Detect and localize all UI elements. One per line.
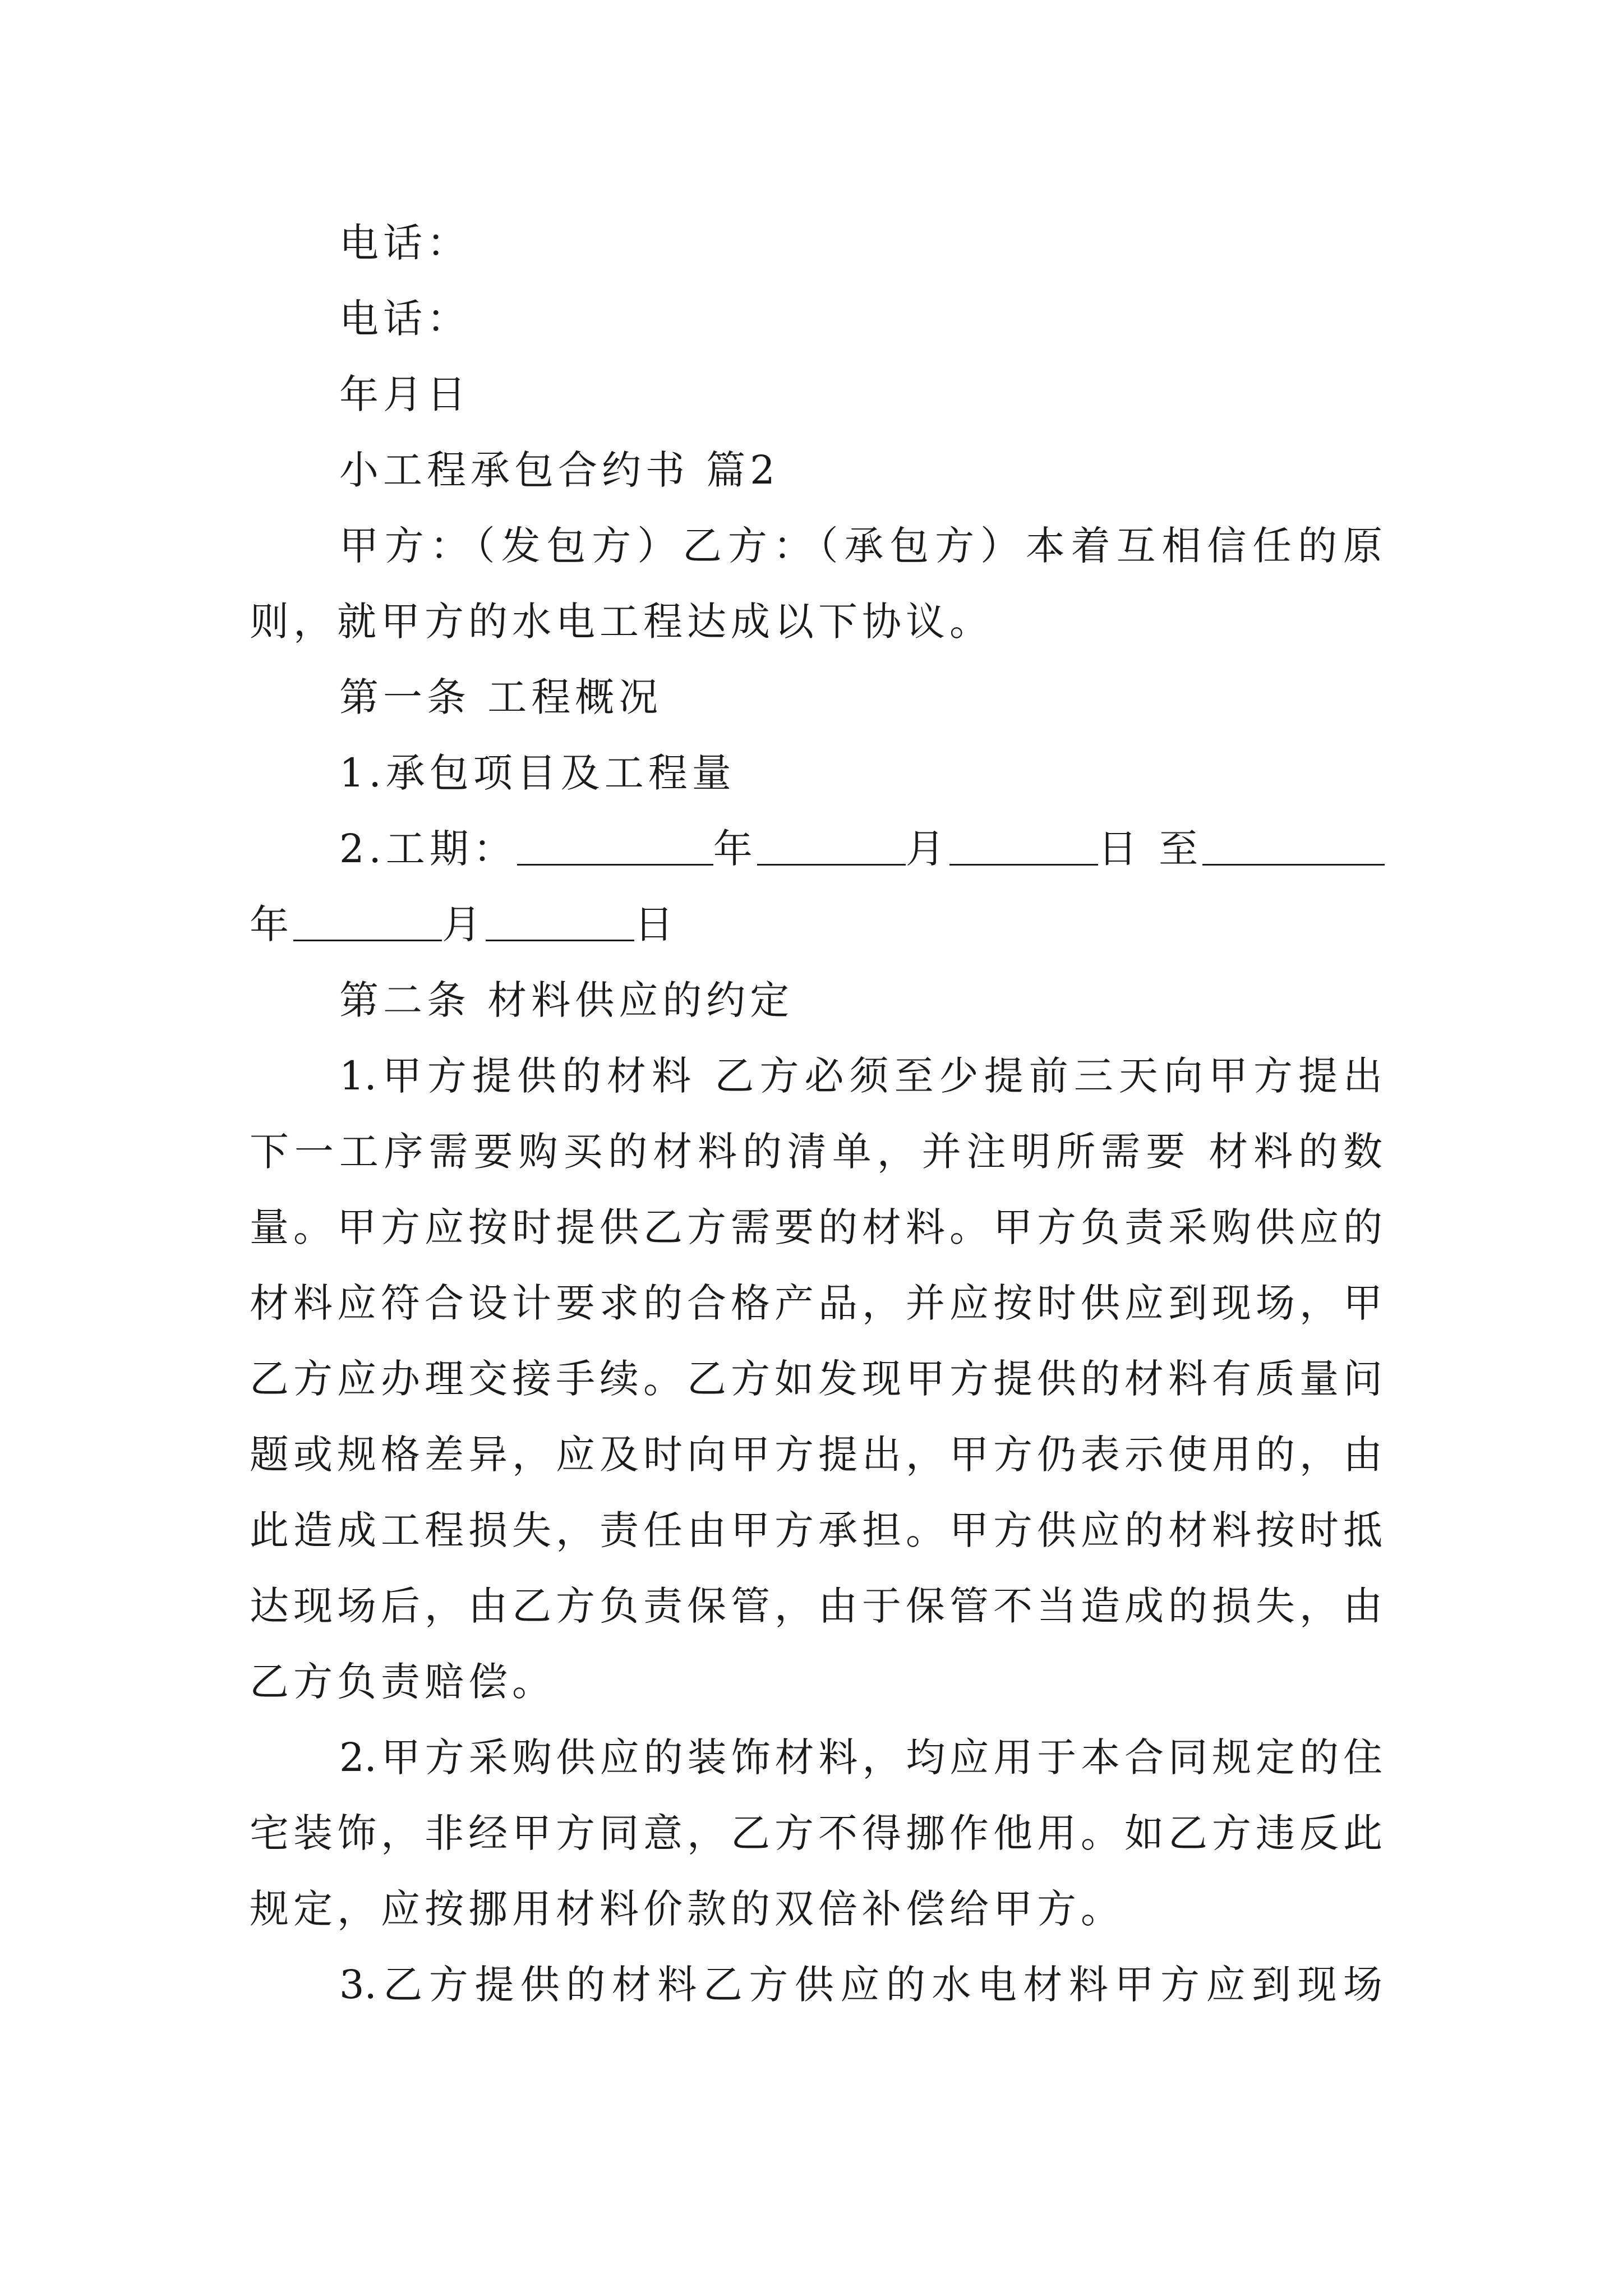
- paragraph-line: 则，就甲方的水电工程达成以下协议。: [250, 599, 993, 645]
- blank-line: [949, 829, 1098, 866]
- blank-line: [757, 829, 906, 866]
- blank-line: [517, 829, 713, 866]
- year-label: 年: [713, 826, 757, 872]
- month-label: 月: [905, 826, 949, 872]
- paragraph-line: 1.甲方提供的材料 乙方必须至少提前三天向甲方提出: [339, 1053, 1382, 1099]
- work-period-line-continued: [250, 899, 1382, 950]
- phone-label-1: 电话：: [339, 220, 471, 266]
- to-label: 至: [1159, 826, 1203, 872]
- date-label: 年月日: [339, 371, 471, 417]
- work-period-line: [339, 823, 1382, 874]
- article-2-heading: 第二条 材料供应的约定: [339, 977, 794, 1023]
- blank-line: [293, 905, 442, 941]
- paragraph-line: 量。甲方应按时提供乙方需要的材料。甲方负责采购供应的: [250, 1204, 1382, 1250]
- paragraph-line: 题或规格差异，应及时向甲方提出，甲方仍表示使用的，由: [250, 1432, 1382, 1478]
- paragraph-line: 2.甲方采购供应的装饰材料，均应用于本合同规定的住: [339, 1734, 1382, 1780]
- paragraph-line: 规定，应按挪用材料价款的双倍补偿给甲方。: [250, 1886, 1124, 1932]
- work-period-label: 2.工期：: [339, 826, 517, 872]
- paragraph-line: 乙方应办理交接手续。乙方如发现甲方提供的材料有质量问: [250, 1356, 1382, 1402]
- phone-label-2: 电话：: [339, 296, 471, 342]
- paragraph-line: 下一工序需要购买的材料的清单，并注明所需要 材料的数: [250, 1129, 1382, 1175]
- paragraph-line: 3.乙方提供的材料乙方供应的水电材料甲方应到现场: [339, 1962, 1382, 2008]
- day-label: 日: [634, 901, 678, 947]
- day-label: 日: [1098, 826, 1142, 872]
- clause-line: 1.承包项目及工程量: [339, 750, 736, 796]
- article-1-heading: 第一条 工程概况: [339, 674, 663, 720]
- month-label: 月: [442, 901, 486, 947]
- blank-line: [486, 905, 634, 941]
- paragraph-line: 甲方：（发包方）乙方：（承包方）本着互相信任的原: [339, 523, 1382, 569]
- paragraph-line: 材料应符合设计要求的合格产品，并应按时供应到现场，甲: [250, 1280, 1382, 1326]
- paragraph-line: 宅装饰，非经甲方同意，乙方不得挪作他用。如乙方违反此: [250, 1810, 1382, 1856]
- paragraph-line: 乙方负责赔偿。: [250, 1659, 556, 1705]
- blank-line: [1202, 829, 1385, 866]
- paragraph-line: 此造成工程损失，责任由甲方承担。甲方供应的材料按时抵: [250, 1507, 1382, 1553]
- paragraph-line: 达现场后，由乙方负责保管，由于保管不当造成的损失，由: [250, 1583, 1382, 1629]
- year-label: 年: [250, 901, 293, 947]
- section-heading: 小工程承包合约书 篇2: [339, 447, 780, 493]
